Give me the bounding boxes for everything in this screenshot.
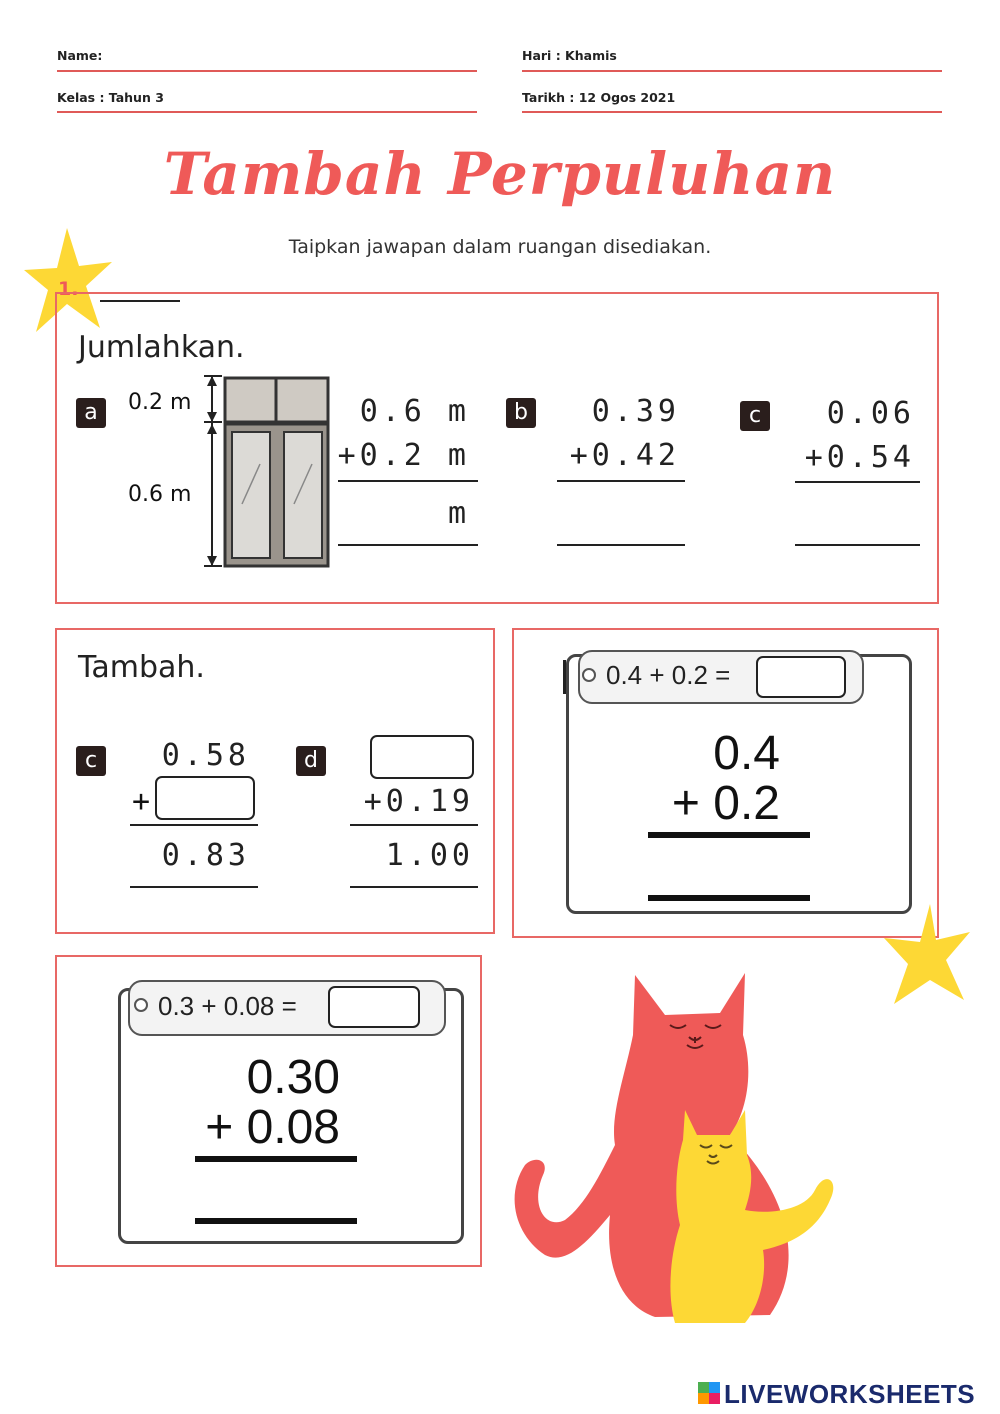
c-line1: 0.06 <box>826 396 915 431</box>
c2-result: 0.83 <box>161 838 250 873</box>
c-rule1 <box>795 481 920 483</box>
section4-line1: 0.30 <box>246 1051 340 1104</box>
section3-answer-box[interactable] <box>756 656 846 698</box>
label-c2: c <box>76 746 106 776</box>
a-line2: +0.2 m <box>337 438 470 473</box>
b-line1: 0.39 <box>591 394 680 429</box>
section3-answer-line[interactable] <box>648 895 810 901</box>
c2-rule1 <box>130 824 258 826</box>
cabinet-icon <box>200 374 335 569</box>
date-label: Tarikh : 12 Ogos 2021 <box>522 90 676 105</box>
d-rule2 <box>350 886 478 888</box>
b-line2: +0.42 <box>569 438 680 473</box>
brand-name: LIVEWORKSHEETS <box>724 1379 976 1409</box>
d-answer-box[interactable] <box>370 735 474 779</box>
section4-answer-line[interactable] <box>195 1218 357 1224</box>
label-b: b <box>506 398 536 428</box>
page-title: Tambah Perpuluhan <box>163 140 837 208</box>
dim-bottom: 0.6 m <box>128 482 192 507</box>
section3-line1: 0.4 <box>713 727 780 780</box>
cats-illustration-icon <box>505 965 840 1335</box>
d-result: 1.00 <box>385 838 474 873</box>
b-rule1 <box>557 480 685 482</box>
a-answer-line[interactable] <box>338 544 478 546</box>
c2-answer-box[interactable] <box>155 776 255 820</box>
c-line2: +0.54 <box>804 440 915 475</box>
section4-prompt: 0.3 + 0.08 = <box>158 991 297 1021</box>
class-label: Kelas : Tahun 3 <box>57 90 164 105</box>
a-line1: 0.6 m <box>359 394 470 429</box>
d-line2: +0.19 <box>363 784 474 819</box>
scroll-curl-icon-2 <box>134 998 148 1012</box>
section4-answer-box[interactable] <box>328 986 420 1028</box>
day-line <box>522 70 942 72</box>
b-answer-line[interactable] <box>557 544 685 546</box>
section3-line2: + 0.2 <box>671 777 780 830</box>
box-top-mark <box>100 300 180 302</box>
label-d: d <box>296 746 326 776</box>
section4-rule <box>195 1156 357 1162</box>
label-c: c <box>740 401 770 431</box>
c2-plus: + <box>132 784 151 819</box>
name-label: Name: <box>57 48 103 63</box>
dim-top: 0.2 m <box>128 390 192 415</box>
a-unit: m <box>447 496 470 531</box>
section4-line2: + 0.08 <box>205 1101 340 1154</box>
section2-heading: Tambah. <box>78 650 205 685</box>
brand-logo-icon <box>698 1382 720 1404</box>
name-line <box>57 70 477 72</box>
c2-line1: 0.58 <box>161 738 250 773</box>
label-a: a <box>76 398 106 428</box>
c2-rule2 <box>130 886 258 888</box>
d-rule1 <box>350 824 478 826</box>
date-line <box>522 111 942 113</box>
star-icon-2 <box>884 904 972 1008</box>
section3-prompt: 0.4 + 0.2 = <box>606 660 731 690</box>
scroll-curl-icon <box>582 668 596 682</box>
day-label: Hari : Khamis <box>522 48 617 63</box>
instruction-text: Taipkan jawapan dalam ruangan disediakan. <box>288 236 712 258</box>
question-number: 1. <box>58 278 79 300</box>
c-answer-line[interactable] <box>795 544 920 546</box>
a-rule1 <box>338 480 478 482</box>
section3-rule <box>648 832 810 838</box>
class-line <box>57 111 477 113</box>
section1-heading: Jumlahkan. <box>78 330 245 365</box>
